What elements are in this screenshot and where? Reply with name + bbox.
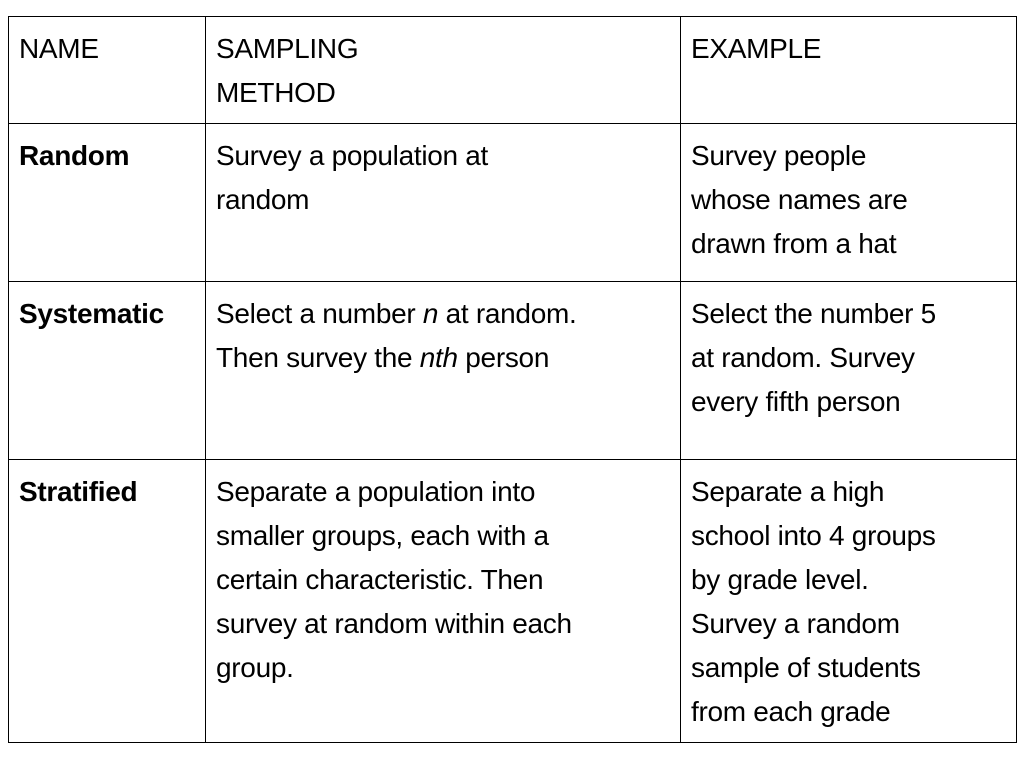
method-line [216, 336, 670, 380]
example-line: whose names are [691, 184, 908, 215]
method-text: person [457, 342, 550, 373]
method-cell [206, 282, 681, 460]
method-line: group. [216, 652, 294, 683]
table-row-stratified [9, 460, 1017, 743]
sampling-methods-table [8, 16, 1017, 743]
method-cell [206, 124, 681, 282]
header-name-cell [9, 17, 206, 124]
example-line: sample of students [691, 652, 921, 683]
name-cell [9, 282, 206, 460]
header-example: EXAMPLE [691, 33, 822, 64]
method-variable: n [422, 298, 439, 329]
method-cell [206, 460, 681, 743]
method-line: certain characteristic. Then [216, 564, 544, 595]
method-line: smaller groups, each with a [216, 520, 549, 551]
row-name: Systematic [19, 298, 164, 329]
method-line: Survey a population at [216, 140, 489, 171]
example-line: at random. Survey [691, 342, 915, 373]
name-cell [9, 460, 206, 743]
example-line: Separate a high [691, 476, 885, 507]
name-cell [9, 124, 206, 282]
example-line: school into 4 groups [691, 520, 936, 551]
method-variable: nth [419, 342, 458, 373]
example-cell [681, 124, 1017, 282]
header-method-line1: SAMPLING [216, 33, 359, 64]
example-line: from each grade [691, 696, 891, 727]
example-line: drawn from a hat [691, 228, 897, 259]
table-header-row [9, 17, 1017, 124]
example-cell [681, 282, 1017, 460]
row-name: Stratified [19, 476, 138, 507]
method-text: at random. [438, 298, 577, 329]
example-line: every fifth person [691, 386, 901, 417]
table-row-random [9, 124, 1017, 282]
method-text: Select a number [216, 298, 423, 329]
method-line: random [216, 184, 310, 215]
method-line: survey at random within each [216, 608, 572, 639]
example-cell [681, 460, 1017, 743]
header-method-line2: METHOD [216, 77, 336, 108]
row-name: Random [19, 140, 130, 171]
header-example-cell [681, 17, 1017, 124]
header-method-cell [206, 17, 681, 124]
example-line: Survey a random [691, 608, 900, 639]
header-name: NAME [19, 33, 99, 64]
example-line: Survey people [691, 140, 867, 171]
example-line: Select the number 5 [691, 298, 936, 329]
table-row-systematic [9, 282, 1017, 460]
method-line [216, 292, 670, 336]
method-text: Then survey the [216, 342, 420, 373]
method-line: Separate a population into [216, 476, 536, 507]
example-line: by grade level. [691, 564, 869, 595]
